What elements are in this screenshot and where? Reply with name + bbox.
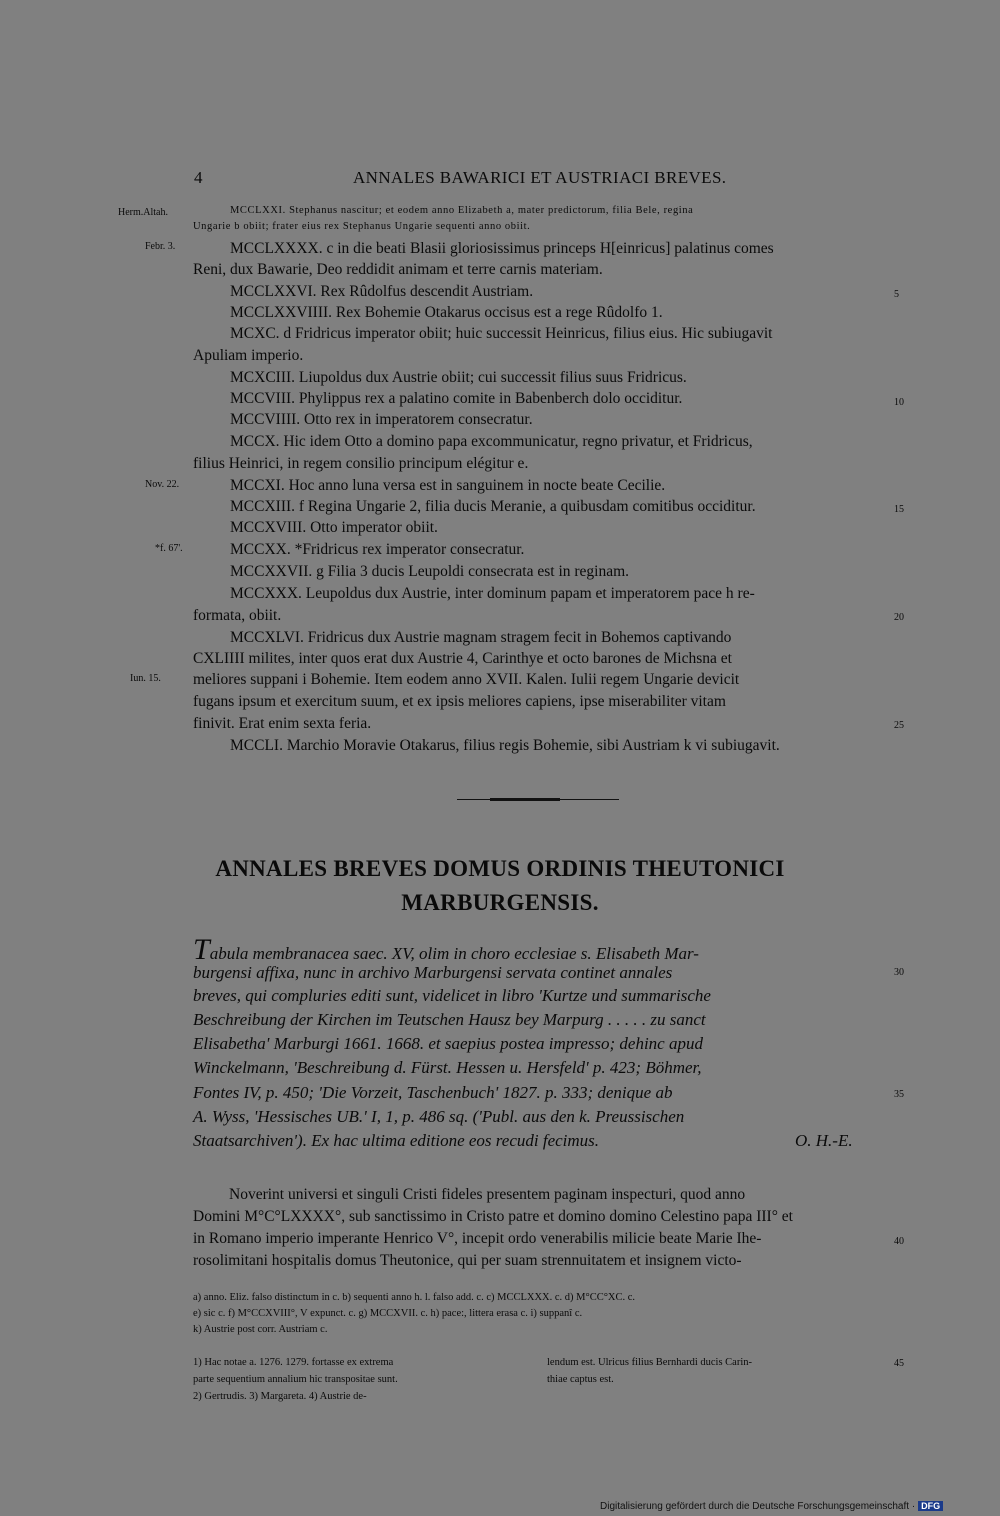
body-line: Domini M°C°LXXXX°, sub sanctissimo in Cristo patre et domino domino Celestino papa III° et bbox=[193, 1208, 793, 1225]
annal-line: MCCVIIII. Otto rex in imperatorem consecratur. bbox=[230, 411, 533, 428]
annal-line: MCCLI. Marchio Moravie Otakarus, filius regis Bohemie, sibi Austriam k vi subiugavit. bbox=[230, 737, 780, 754]
margin-note: *f. 67'. bbox=[155, 543, 183, 554]
intro-line: Winckelmann, 'Beschreibung d. Fürst. Hessen u. Hersfeld' p. 423; Böhmer, bbox=[193, 1058, 702, 1077]
annal-line: MCXCIII. Liupoldus dux Austrie obiit; cui successit filius suus Fridricus. bbox=[230, 369, 687, 386]
line-number: 35 bbox=[894, 1089, 904, 1100]
intro-line: A. Wyss, 'Hessisches UB.' I, 1, p. 486 sq. ('Publ. aus den k. Preussischen bbox=[193, 1107, 685, 1126]
margin-note: Febr. 3. bbox=[145, 241, 176, 252]
annal-line: MCCVIII. Phylippus rex a palatino comite in Babenberch dolo occiditur. bbox=[230, 390, 683, 407]
intro-line: Staatsarchiven'). Ex hac ultima editione eos recudi fecimus. bbox=[193, 1131, 600, 1150]
credit-text: Digitalisierung gefördert durch die Deutsche Forschungsgemeinschaft · bbox=[600, 1501, 916, 1512]
line-number: 20 bbox=[894, 612, 904, 623]
annal-line: MCCXX. *Fridricus rex imperator consecratur. bbox=[230, 541, 525, 558]
footnote-line: parte sequentium annalium hic transpositae sunt. bbox=[193, 1374, 398, 1385]
line-number: 15 bbox=[894, 504, 904, 515]
line-number: 5 bbox=[894, 289, 899, 300]
annal-line: MCCLXXVIIII. Rex Bohemie Otakarus occisus est a rege Rûdolfo 1. bbox=[230, 304, 663, 321]
annal-line: fugans ipsum et exercitum suum, et ex ipsis meliores capiens, ipse miserabiliter vitam bbox=[193, 693, 726, 710]
dfg-logo: DFG bbox=[918, 1501, 943, 1511]
annal-line: MCCLXXI. Stephanus nascitur; et eodem anno Elizabeth a, mater predictorum, filia Bele, regina bbox=[230, 205, 694, 216]
annal-line: MCCLXXVI. Rex Rûdolfus descendit Austriam. bbox=[230, 283, 534, 300]
running-title: ANNALES BAWARICI ET AUSTRIACI BREVES. bbox=[353, 168, 727, 187]
annal-line: filius Heinrici, in regem consilio principum elégitur e. bbox=[193, 455, 529, 472]
section-title: MARBURGENSIS. bbox=[401, 890, 599, 915]
page-number: 4 bbox=[194, 168, 203, 187]
intro-line: Fontes IV, p. 450; 'Die Vorzeit, Taschenbuch' 1827. p. 333; denique ab bbox=[193, 1083, 673, 1102]
intro-text: abula membranacea saec. XV, olim in choro ecclesiae s. Elisabeth Mar- bbox=[209, 944, 699, 963]
footnote-line: k) Austrie post corr. Austriam c. bbox=[193, 1324, 328, 1335]
editor-signature: O. H.-E. bbox=[795, 1131, 853, 1150]
annal-line: meliores suppani i Bohemie. Item eodem anno XVII. Kalen. Iulii regem Ungarie devicit bbox=[193, 671, 740, 688]
line-number: 10 bbox=[894, 397, 904, 408]
margin-note: Iun. 15. bbox=[130, 673, 161, 684]
section-divider-center bbox=[490, 798, 560, 801]
annal-line: MCCX. Hic idem Otto a domino papa excommunicatur, regno privatur, et Fridricus, bbox=[230, 433, 753, 450]
line-number: 30 bbox=[894, 967, 904, 978]
annal-line: MCCXVIII. Otto imperator obiit. bbox=[230, 519, 438, 536]
line-number: 25 bbox=[894, 720, 904, 731]
digitization-credit bbox=[600, 1501, 943, 1512]
margin-note: Nov. 22. bbox=[145, 479, 180, 490]
annal-line: MCXC. d Fridricus imperator obiit; huic successit Heinricus, filius eius. Hic subiugavit bbox=[230, 325, 773, 342]
section-title: ANNALES BREVES DOMUS ORDINIS THEUTONICI bbox=[215, 856, 785, 881]
annal-line: Reni, dux Bawarie, Deo reddidit animam et terre carnis materiam. bbox=[193, 261, 603, 278]
annal-line: formata, obiit. bbox=[193, 607, 282, 624]
annal-line: MCCXI. Hoc anno luna versa est in sanguinem in nocte beate Cecilie. bbox=[230, 477, 666, 494]
line-number: 45 bbox=[894, 1358, 904, 1369]
intro-line: Elisabetha' Marburgi 1661. 1668. et saepius postea impresso; dehinc apud bbox=[193, 1034, 703, 1053]
margin-note: Herm.Altah. bbox=[118, 207, 168, 218]
footnote-line: thiae captus est. bbox=[547, 1374, 614, 1385]
annal-line: Apuliam imperio. bbox=[193, 347, 304, 364]
intro-line bbox=[193, 933, 699, 967]
footnote-line: e) sic c. f) M°CCXVIII°, V expunct. c. g) MCCXVII. c. h) pace:, littera erasa c. i) suppanî c. bbox=[193, 1308, 583, 1319]
annal-line: MCCXXX. Leupoldus dux Austrie, inter dominum papam et imperatorem pace h re- bbox=[230, 585, 755, 602]
annal-line: Ungarie b obiit; frater eius rex Stephanus Ungarie sequenti anno obiit. bbox=[193, 221, 531, 232]
intro-line: burgensi affixa, nunc in archivo Marburgensi servata continet annales bbox=[193, 963, 673, 982]
intro-line: Beschreibung der Kirchen im Teutschen Hausz bey Marpurg . . . . . zu sanct bbox=[193, 1010, 706, 1029]
annal-line: CXLIIII milites, inter quos erat dux Austrie 4, Carinthye et octo barones de Michsna et bbox=[193, 650, 732, 667]
body-line: Noverint universi et singuli Cristi fideles presentem paginam inspecturi, quod anno bbox=[229, 1186, 746, 1203]
annal-line: MCCXLVI. Fridricus dux Austrie magnam stragem fecit in Bohemos captivando bbox=[230, 629, 732, 646]
body-line: in Romano imperio imperante Henrico V°, incepit ordo venerabilis milicie beate Marie Ihe- bbox=[193, 1230, 762, 1247]
drop-initial: T bbox=[193, 933, 210, 966]
annal-line: MCCXIII. f Regina Ungarie 2, filia ducis Meranie, a quibusdam comitibus occiditur. bbox=[230, 498, 756, 515]
footnote-line: lendum est. Ulricus filius Bernhardi ducis Carin- bbox=[547, 1357, 753, 1368]
annal-line: MCCLXXXX. c in die beati Blasii gloriosissimus princeps H[einricus] palatinus comes bbox=[230, 240, 774, 257]
footnote-line: a) anno. Eliz. falso distinctum in c. b) sequenti anno h. l. falso add. c. c) MCCLXXX. c. d) M°CC°XC. c. bbox=[193, 1292, 636, 1303]
footnote-line: 2) Gertrudis. 3) Margareta. 4) Austrie de- bbox=[193, 1391, 367, 1402]
annal-line: finivit. Erat enim sexta feria. bbox=[193, 715, 372, 732]
intro-line: breves, qui compluries editi sunt, videlicet in libro 'Kurtze und summarische bbox=[193, 986, 711, 1005]
annal-line: MCCXXVII. g Filia 3 ducis Leupoldi consecrata est in reginam. bbox=[230, 563, 630, 580]
line-number: 40 bbox=[894, 1236, 904, 1247]
body-line: rosolimitani hospitalis domus Theutonice, qui per suam strennuitatem et insignem victo- bbox=[193, 1252, 742, 1269]
footnote-line: 1) Hac notae a. 1276. 1279. fortasse ex extrema bbox=[193, 1357, 394, 1368]
